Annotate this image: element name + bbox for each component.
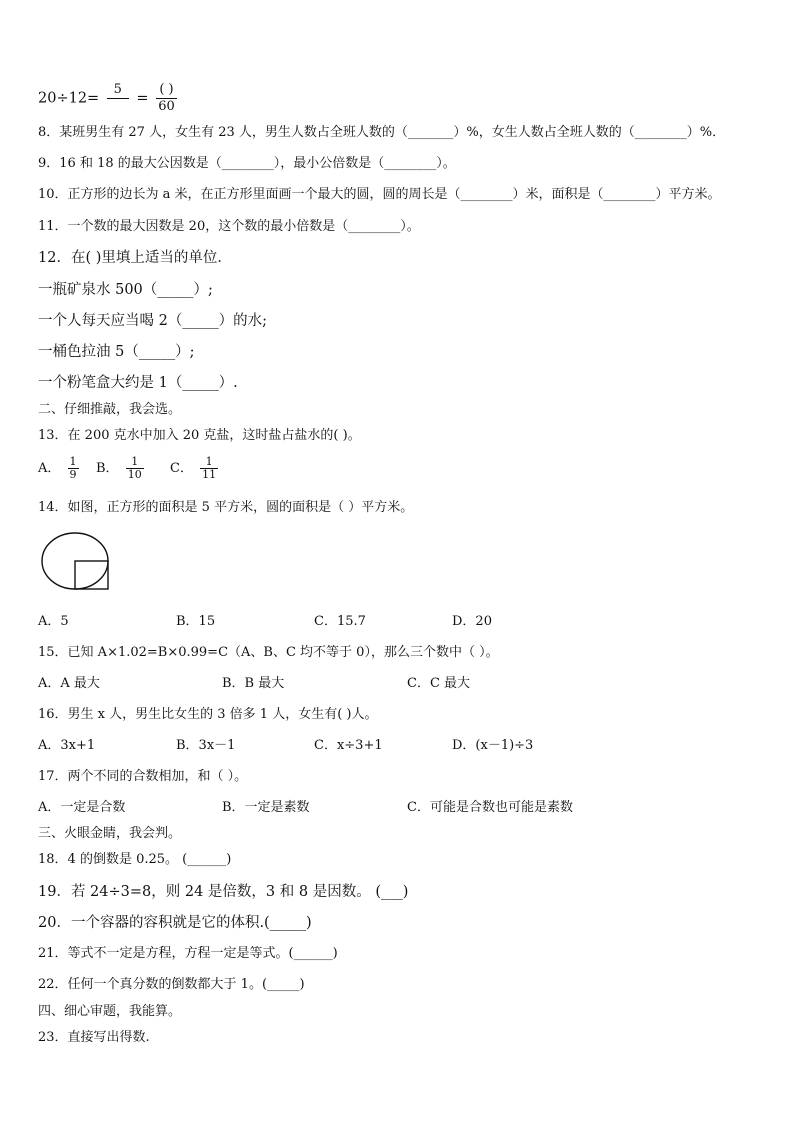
q16-option-a[interactable]: A．3x+1 (38, 738, 96, 753)
q13-option-b[interactable] (96, 456, 147, 481)
question-12-item-b: 一个人每天应当喝 2（_____）的水; (38, 313, 267, 329)
equation-lhs: 20÷12= (38, 90, 100, 107)
fraction-numerator-blank[interactable]: ( ) (159, 82, 174, 97)
fraction-numerator: 1 (131, 455, 139, 468)
question-10: 10．正方形的边长为 a 米，在正方形里面画一个最大的圆，圆的周长是（________）米，面积是（________）平方米。 (38, 187, 721, 202)
question-17-stem: 17．两个不同的合数相加，和（ ）。 (38, 769, 248, 784)
option-label: C． (170, 461, 193, 476)
q14-option-b[interactable]: B．15 (176, 614, 216, 629)
q17-option-c[interactable]: C．可能是合数也可能是素数 (407, 800, 573, 815)
question-19: 19．若 24÷3=8，则 24 是倍数，3 和 8 是因数。 (___) (38, 884, 409, 900)
q14-option-a[interactable]: A．5 (38, 614, 69, 629)
q14-option-d[interactable]: D．20 (452, 614, 492, 629)
question-9: 9．16 和 18 的最大公因数是（________），最小公倍数是（________）。 (38, 156, 456, 171)
q16-option-d[interactable]: D．(x－1)÷3 (452, 738, 534, 753)
equation-q7 (38, 82, 180, 115)
question-20: 20．一个容器的容积就是它的体积.(_____) (38, 915, 312, 931)
q17-option-b[interactable]: B．一定是素数 (222, 800, 310, 815)
option-label: A． (38, 461, 61, 476)
fraction-denominator: 10 (127, 468, 142, 481)
q13-option-a[interactable] (38, 456, 82, 481)
question-22: 22．任何一个真分数的倒数都大于 1。(_____) (38, 977, 305, 992)
q15-option-a[interactable]: A．A 最大 (38, 676, 100, 691)
fraction-numerator: 5 (113, 82, 122, 97)
section-heading-calc: 四、细心审题，我能算。 (38, 1004, 182, 1019)
fraction-five (107, 82, 129, 115)
option-label: B． (96, 461, 119, 476)
question-16-stem: 16．男生 x 人，男生比女生的 3 倍多 1 人，女生有( )人。 (38, 707, 378, 722)
question-18: 18．4 的倒数是 0.25。 (______) (38, 852, 232, 867)
q14-option-c[interactable]: C．15.7 (314, 614, 366, 629)
equals-sign: = (136, 90, 149, 107)
q16-option-b[interactable]: B．3x－1 (176, 738, 236, 753)
question-11: 11．一个数的最大因数是 20，这个数的最小倍数是（________）。 (38, 219, 420, 234)
question-15-stem: 15．已知 A×1.02=B×0.99=C（A、B、C 均不等于 0），那么三个数中（ ）。 (38, 645, 499, 660)
fraction-one-ninth (68, 456, 79, 481)
q16-option-c[interactable]: C．x÷3+1 (314, 738, 383, 753)
question-21: 21．等式不一定是方程，方程一定是等式。(______) (38, 946, 338, 961)
section-heading-judge: 三、火眼金睛，我会判。 (38, 826, 182, 841)
q15-option-c[interactable]: C．C 最大 (407, 676, 471, 691)
fraction-numerator: 1 (205, 455, 213, 468)
circle-square-figure (38, 528, 118, 598)
fraction-numerator: 1 (69, 455, 77, 468)
question-13-stem: 13．在 200 克水中加入 20 克盐，这时盐占盐水的( )。 (38, 428, 361, 443)
q13-option-c[interactable] (170, 456, 221, 481)
question-12-item-c: 一桶色拉油 5（_____）; (38, 344, 195, 360)
fraction-one-tenth (126, 456, 144, 481)
fraction-denominator (114, 99, 122, 115)
section-heading-choice: 二、仔细推敲，我会选。 (38, 402, 182, 417)
question-12-item-a: 一瓶矿泉水 500（_____）; (38, 282, 213, 298)
question-23: 23．直接写出得数. (38, 1030, 150, 1045)
fraction-denominator: 11 (202, 468, 217, 481)
question-8: 8．某班男生有 27 人，女生有 23 人，男生人数占全班人数的（_______）%，女生人数占全班人数的（________）%． (38, 125, 726, 140)
question-12-item-d: 一个粉笔盒大约是 1（_____）. (38, 375, 238, 391)
q15-option-b[interactable]: B．B 最大 (222, 676, 285, 691)
question-14-stem: 14．如图，正方形的面积是 5 平方米，圆的面积是（ ）平方米。 (38, 500, 414, 515)
question-12: 12．在( )里填上适当的单位． (38, 250, 232, 266)
q17-option-a[interactable]: A．一定是合数 (38, 800, 126, 815)
fraction-blank-over-60 (156, 82, 177, 115)
fraction-one-eleventh (200, 456, 218, 481)
fraction-denominator: 60 (158, 99, 175, 114)
fraction-denominator: 9 (69, 468, 77, 481)
